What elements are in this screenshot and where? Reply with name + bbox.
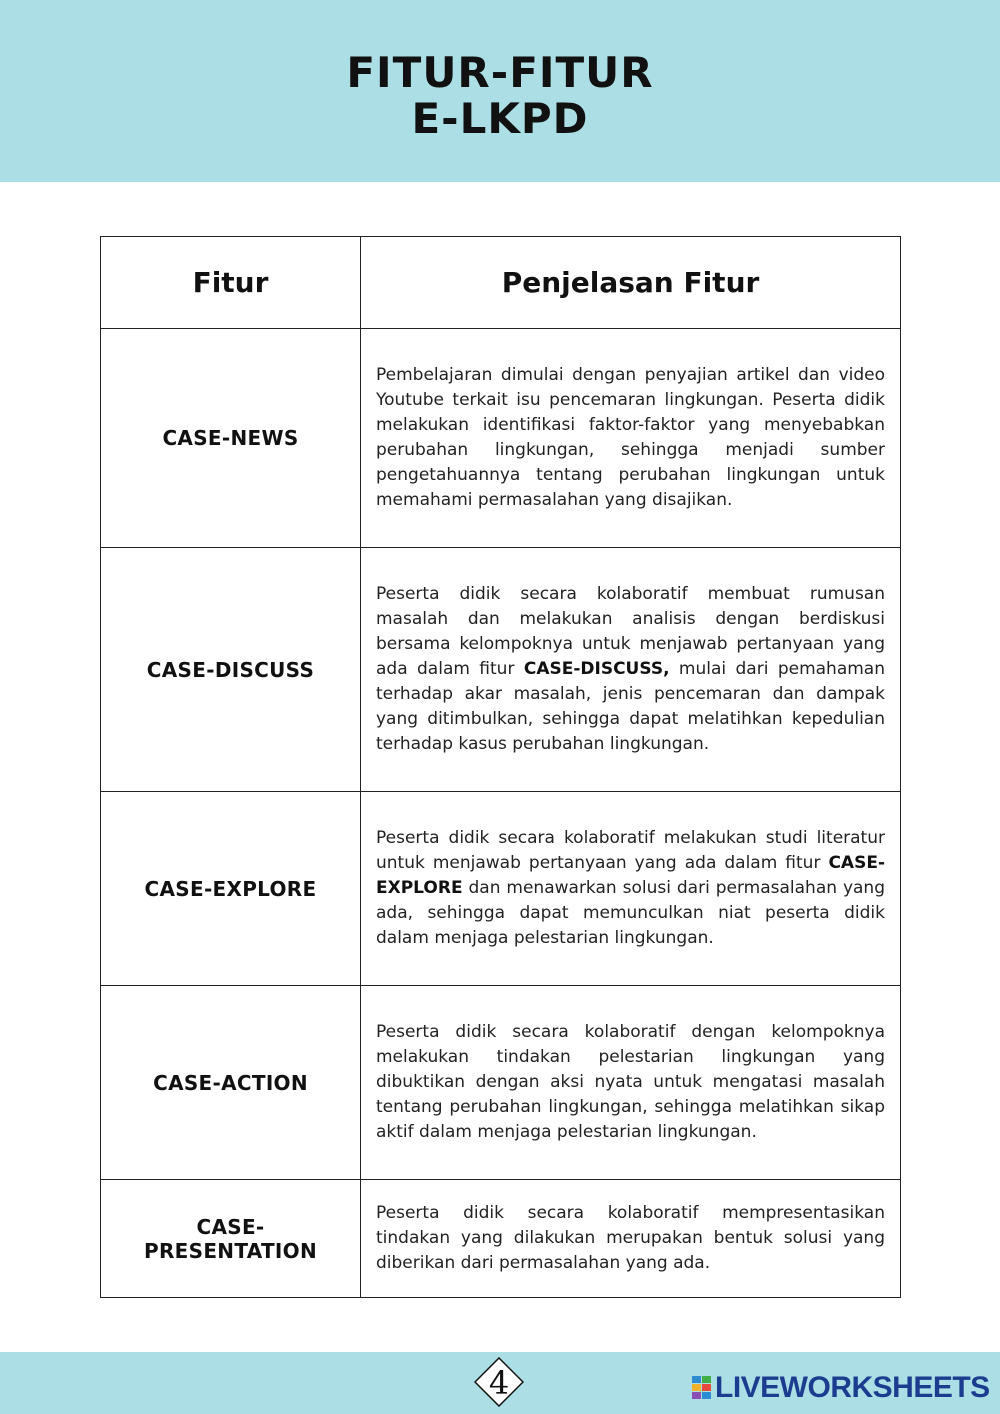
feature-description bbox=[361, 792, 901, 986]
header-band bbox=[0, 0, 1000, 182]
features-table bbox=[100, 236, 901, 1298]
title-line-2: E-LKPD bbox=[411, 94, 589, 143]
column-header-feature: Fitur bbox=[101, 237, 361, 329]
description-text: mulai dari pemahaman terhadap akar masalah, jenis pencemaran dan dampak yang ditimbulkan, sehingga dapat melatihkan kepedulian terhadap kasus perubahan lingkungan. bbox=[376, 659, 885, 754]
feature-name: CASE-NEWS bbox=[101, 329, 361, 548]
table-header-row bbox=[101, 237, 901, 329]
feature-description: Peserta didik secara kolaboratif dengan kelompoknya melakukan tindakan pelestarian lingkungan yang dibuktikan dengan aksi nyata untuk mengatasi masalah tentang perubahan lingkungan, sehingga melatihkan sikap aktif dalam menjaga pelestarian lingkungan. bbox=[361, 986, 901, 1180]
feature-description: Pembelajaran dimulai dengan penyajian artikel dan video Youtube terkait isu pencemaran lingkungan. Peserta didik melakukan identifikasi faktor-faktor yang menyebabkan perubahan lingkungan, sehingga menjadi sumber pengetahuannya tentang perubahan lingkungan untuk memahami permasalahan yang disajikan. bbox=[361, 329, 901, 548]
feature-description bbox=[361, 548, 901, 792]
column-header-description: Penjelasan Fitur bbox=[361, 237, 901, 329]
feature-name bbox=[101, 1180, 361, 1298]
table-row bbox=[101, 1180, 901, 1298]
table-row bbox=[101, 548, 901, 792]
liveworksheets-cube-icon bbox=[692, 1376, 712, 1400]
feature-name: CASE-EXPLORE bbox=[101, 792, 361, 986]
table-row bbox=[101, 792, 901, 986]
page-title bbox=[0, 50, 1000, 142]
table-row bbox=[101, 986, 901, 1180]
liveworksheets-logo[interactable] bbox=[692, 1368, 990, 1408]
brand-name: LIVEWORKSHEETS bbox=[715, 1371, 990, 1404]
description-text: Peserta didik secara kolaboratif melakukan studi literatur untuk menjawab pertanyaan yang ada dalam fitur bbox=[376, 828, 885, 873]
feature-name: CASE-DISCUSS bbox=[101, 548, 361, 792]
feature-keyword: CASE-DISCUSS, bbox=[523, 659, 670, 679]
feature-name-line-2: PRESENTATION bbox=[144, 1238, 317, 1263]
feature-keyword: CASE-EXPLORE bbox=[376, 853, 885, 898]
page-number: 4 bbox=[488, 1364, 510, 1402]
feature-name-line-1: CASE- bbox=[196, 1214, 265, 1239]
title-line-1: FITUR-FITUR bbox=[346, 48, 654, 97]
description-text: dan menawarkan solusi dari permasalahan yang ada, sehingga dapat memunculkan niat peserta didik dalam menjaga pelestarian lingkungan. bbox=[376, 878, 885, 948]
feature-description: Peserta didik secara kolaboratif mempresentasikan tindakan yang dilakukan merupakan bentuk solusi yang diberikan dari permasalahan yang ada. bbox=[361, 1180, 901, 1298]
feature-name: CASE-ACTION bbox=[101, 986, 361, 1180]
description-text: Peserta didik secara kolaboratif membuat rumusan masalah dan melakukan analisis dengan berdiskusi bersama kelompoknya untuk menjawab pertanyaan yang ada dalam fitur bbox=[376, 584, 885, 679]
table-row bbox=[101, 329, 901, 548]
